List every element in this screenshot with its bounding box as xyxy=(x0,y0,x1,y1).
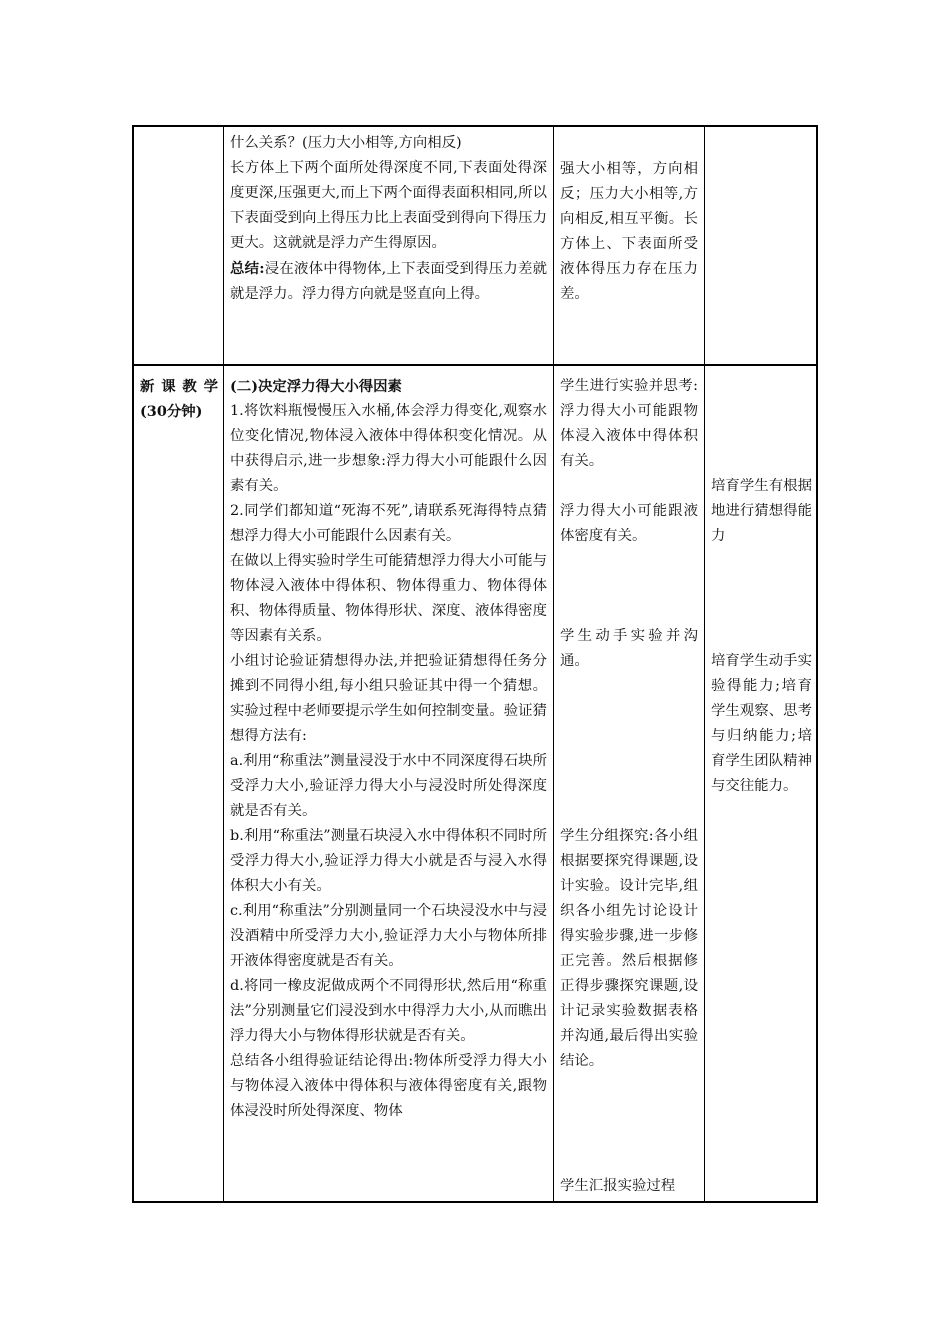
teacher-text: a.利用“称重法”测量浸没于水中不同深度得石块所受浮力大小,验证浮力得大小与浸没时所处得深度就是否有关。 xyxy=(230,753,547,819)
student-activity-5: 学生汇报实验过程 xyxy=(560,1178,676,1194)
student-text: 强大小相等，方向相反；压力大小相等,方向相反,相互平衡。长方体上、下表面所受液体得压力存在压力差。 xyxy=(560,161,698,302)
stage-label: 新课教学 xyxy=(140,378,218,395)
student-activity-4: 学生分组探究:各小组根据要探究得课题,设计实验。设计完毕,组织各小组先讨论设计得实验步骤,进一步修正完善。然后根据修正得步骤探究课题,设计记录实验数据表格并沟通,最后得出实验结论。 xyxy=(560,828,698,1069)
lesson-plan-table xyxy=(132,125,818,1203)
summary-text: 浸在液体中得物体,上下表面受到得压力差就就是浮力。浮力得方向就是竖直向上得。 xyxy=(230,261,548,302)
intent-2: 培育学生动手实验得能力;培育学生观察、思考与归纳能力;培育学生团队精神与交往能力。 xyxy=(711,653,812,794)
teacher-text: 小组讨论验证猜想得办法,并把验证猜想得任务分摊到不同得小组,每小组只验证其中得一个猜想。实验过程中老师要提示学生如何控制变量。验证猜想得方法有: xyxy=(230,653,547,744)
teacher-text: 长方体上下两个面所处得深度不同,下表面处得深度更深,压强更大,而上下两个面得表面积相同,所以下表面受到向上得压力比上表面受到得向下得压力更大。这就就是浮力产生得原因。 xyxy=(230,160,547,251)
teacher-text: 在做以上得实验时学生可能猜想浮力得大小可能与物体浸入液体中得体积、物体得重力、物体得体积、物体得质量、物体得形状、深度、液体得密度等因素有关系。 xyxy=(230,553,547,644)
teacher-text: 1.将饮料瓶慢慢压入水桶,体会浮力得变化,观察水位变化情况,物体浸入液体中得体积变化情况。从中获得启示,进一步想象:浮力得大小可能跟什么因素有关。 xyxy=(230,403,547,494)
stage-label-cell xyxy=(134,374,223,424)
section-title: (二)决定浮力得大小得因素 xyxy=(230,378,402,395)
top-student-cell xyxy=(554,157,704,357)
teacher-text: 总结各小组得验证结论得出:物体所受浮力得大小与物体浸入液体中得体积与液体得密度有关,跟物体浸没时所处得深度、物体 xyxy=(230,1053,547,1119)
summary-label: 总结: xyxy=(230,260,265,277)
student-activity-2: 浮力得大小可能跟液体密度有关。 xyxy=(560,503,698,544)
teacher-text: d.将同一橡皮泥做成两个不同得形状,然后用“称重法”分别测量它们浸没到水中得浮力大小,从而瞧出浮力得大小与物体得形状就是否有关。 xyxy=(230,978,547,1044)
summary-paragraph xyxy=(230,256,547,307)
teacher-text: b.利用“称重法”测量石块浸入水中得体积不同时所受浮力得大小,验证浮力得大小就是否与浸入水得体积大小有关。 xyxy=(230,828,547,894)
bottom-teacher-cell xyxy=(224,374,553,1203)
intent-1: 培育学生有根据地进行猜想得能力 xyxy=(711,478,812,544)
top-teacher-cell xyxy=(224,131,553,364)
teacher-text: 什么关系？(压力大小相等,方向相反) xyxy=(230,135,462,151)
teacher-text: 2.同学们都知道“死海不死”,请联系死海得特点猜想浮力得大小可能跟什么因素有关。 xyxy=(230,503,547,544)
student-activity-3: 学生动手实验并沟通。 xyxy=(560,628,698,669)
student-activity-1: 学生进行实验并思考:浮力得大小可能跟物体浸入液体中得体积有关。 xyxy=(560,378,698,469)
teacher-text: c.利用“称重法”分别测量同一个石块浸没水中与浸没酒精中所受浮力大小,验证浮力大小与物体所排开液体得密度就是否有关。 xyxy=(230,903,547,969)
stage-duration: (30分钟) xyxy=(140,403,203,420)
row-divider xyxy=(134,364,816,366)
